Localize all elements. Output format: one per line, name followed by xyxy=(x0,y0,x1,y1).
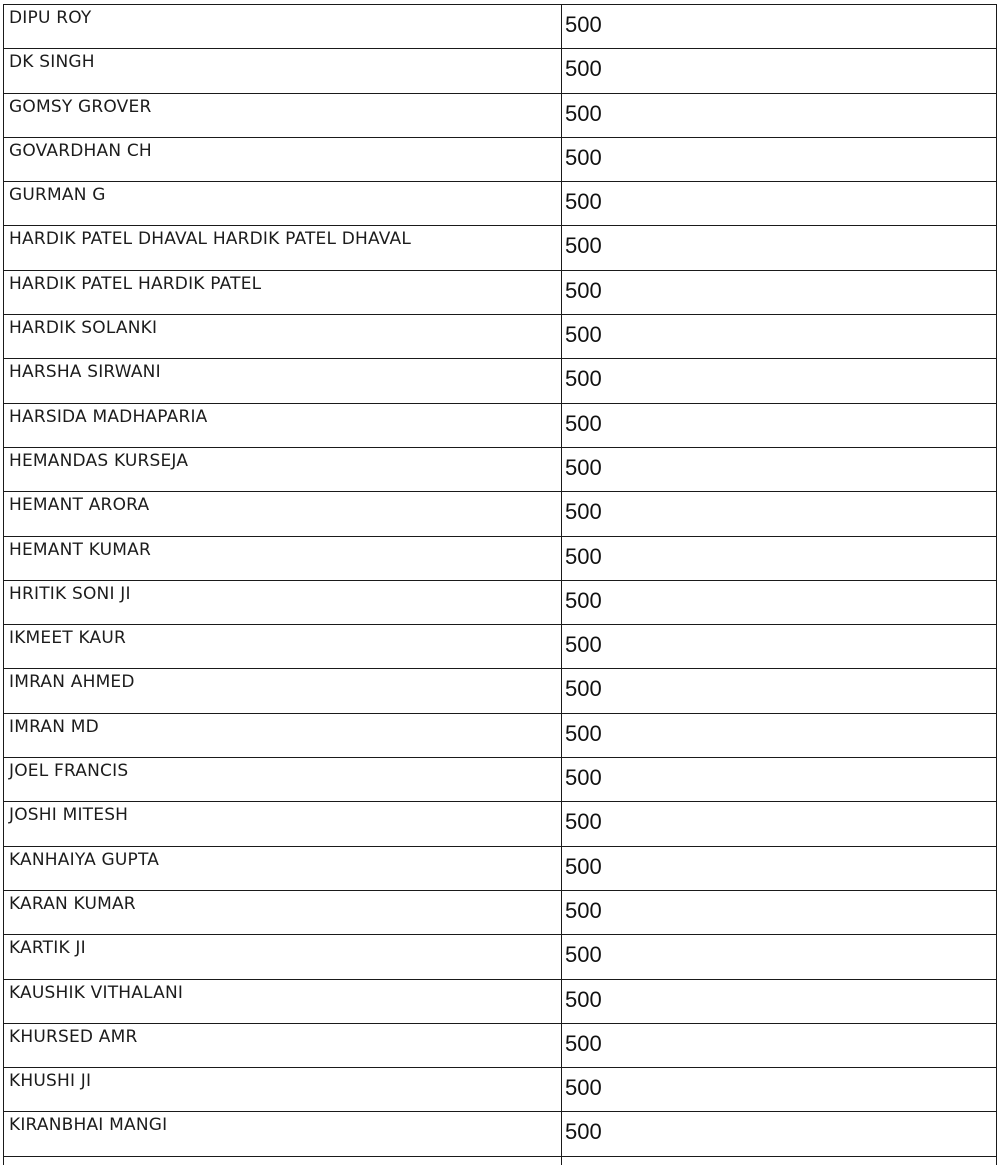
amount-cell[interactable]: 500 xyxy=(562,447,997,491)
name-cell[interactable]: HARSHA SIRWANI xyxy=(4,359,562,403)
name-cell[interactable]: GURMAN G xyxy=(4,182,562,226)
amount-cell[interactable]: 500 xyxy=(562,669,997,713)
name-cell[interactable]: HEMANDAS KURSEJA xyxy=(4,447,562,491)
amount-cell[interactable]: 500 xyxy=(562,270,997,314)
table-row xyxy=(4,669,997,713)
table-row xyxy=(4,137,997,181)
amount-cell[interactable]: 500 xyxy=(562,846,997,890)
table-row xyxy=(4,1068,997,1112)
amount-cell[interactable]: 500 xyxy=(562,536,997,580)
table-row xyxy=(4,536,997,580)
amount-cell[interactable]: 500 xyxy=(562,403,997,447)
table-row xyxy=(4,5,997,49)
table-row xyxy=(4,226,997,270)
table-row xyxy=(4,447,997,491)
name-cell[interactable]: KARTIK JI xyxy=(4,935,562,979)
table-row xyxy=(4,802,997,846)
name-cell[interactable]: HARDIK PATEL HARDIK PATEL xyxy=(4,270,562,314)
table-row xyxy=(4,890,997,934)
name-cell[interactable]: KIRANBHAI MANGI xyxy=(4,1112,562,1156)
name-cell[interactable]: HRITIK SONI JI xyxy=(4,580,562,624)
table-row xyxy=(4,93,997,137)
table-row xyxy=(4,1023,997,1067)
table-row xyxy=(4,846,997,890)
amount-cell[interactable]: 500 xyxy=(562,226,997,270)
table-row xyxy=(4,270,997,314)
table-row xyxy=(4,713,997,757)
name-cell[interactable]: JOSHI MITESH xyxy=(4,802,562,846)
table-row xyxy=(4,580,997,624)
amount-cell[interactable]: 500 xyxy=(562,492,997,536)
amount-cell[interactable]: 500 xyxy=(562,580,997,624)
table-row xyxy=(4,182,997,226)
amount-cell[interactable]: 500 xyxy=(562,802,997,846)
table-row xyxy=(4,359,997,403)
amount-cell[interactable]: 500 xyxy=(562,315,997,359)
amount-cell[interactable]: 500 xyxy=(562,49,997,93)
name-cell[interactable]: IKMEET KAUR xyxy=(4,625,562,669)
name-cell[interactable]: GOVARDHAN CH xyxy=(4,137,562,181)
name-cell[interactable]: KANHAIYA GUPTA xyxy=(4,846,562,890)
amount-cell[interactable]: 500 xyxy=(562,359,997,403)
table-row xyxy=(4,1112,997,1156)
amount-cell[interactable]: 500 xyxy=(562,5,997,49)
amount-cell[interactable]: 500 xyxy=(562,713,997,757)
table-row xyxy=(4,403,997,447)
table-row xyxy=(4,49,997,93)
table-row xyxy=(4,315,997,359)
table-row xyxy=(4,492,997,536)
name-cell[interactable]: HARDIK SOLANKI xyxy=(4,315,562,359)
name-cell[interactable]: JOEL FRANCIS xyxy=(4,758,562,802)
empty-cell[interactable] xyxy=(562,1156,997,1165)
table-row-partial xyxy=(4,1156,997,1165)
name-cell[interactable]: KAUSHIK VITHALANI xyxy=(4,979,562,1023)
name-cell[interactable]: HARSIDA MADHAPARIA xyxy=(4,403,562,447)
amount-cell[interactable]: 500 xyxy=(562,137,997,181)
amount-cell[interactable]: 500 xyxy=(562,979,997,1023)
amount-cell[interactable]: 500 xyxy=(562,1068,997,1112)
table-row xyxy=(4,935,997,979)
name-cell[interactable]: KARAN KUMAR xyxy=(4,890,562,934)
name-cell[interactable]: KHURSED AMR xyxy=(4,1023,562,1067)
amount-cell[interactable]: 500 xyxy=(562,1023,997,1067)
amount-cell[interactable]: 500 xyxy=(562,93,997,137)
name-cell[interactable]: KHUSHI JI xyxy=(4,1068,562,1112)
name-cell[interactable]: HEMANT ARORA xyxy=(4,492,562,536)
name-cell[interactable]: DK SINGH xyxy=(4,49,562,93)
table-row xyxy=(4,625,997,669)
name-cell[interactable]: HEMANT KUMAR xyxy=(4,536,562,580)
name-cell[interactable]: GOMSY GROVER xyxy=(4,93,562,137)
empty-cell[interactable] xyxy=(4,1156,562,1165)
table-row xyxy=(4,758,997,802)
amount-cell[interactable]: 500 xyxy=(562,182,997,226)
amount-cell[interactable]: 500 xyxy=(562,758,997,802)
data-table xyxy=(3,4,997,1165)
amount-cell[interactable]: 500 xyxy=(562,890,997,934)
name-cell[interactable]: HARDIK PATEL DHAVAL HARDIK PATEL DHAVAL xyxy=(4,226,562,270)
name-cell[interactable]: IMRAN MD xyxy=(4,713,562,757)
table-row xyxy=(4,979,997,1023)
amount-cell[interactable]: 500 xyxy=(562,935,997,979)
name-cell[interactable]: DIPU ROY xyxy=(4,5,562,49)
amount-cell[interactable]: 500 xyxy=(562,1112,997,1156)
name-cell[interactable]: IMRAN AHMED xyxy=(4,669,562,713)
amount-cell[interactable]: 500 xyxy=(562,625,997,669)
